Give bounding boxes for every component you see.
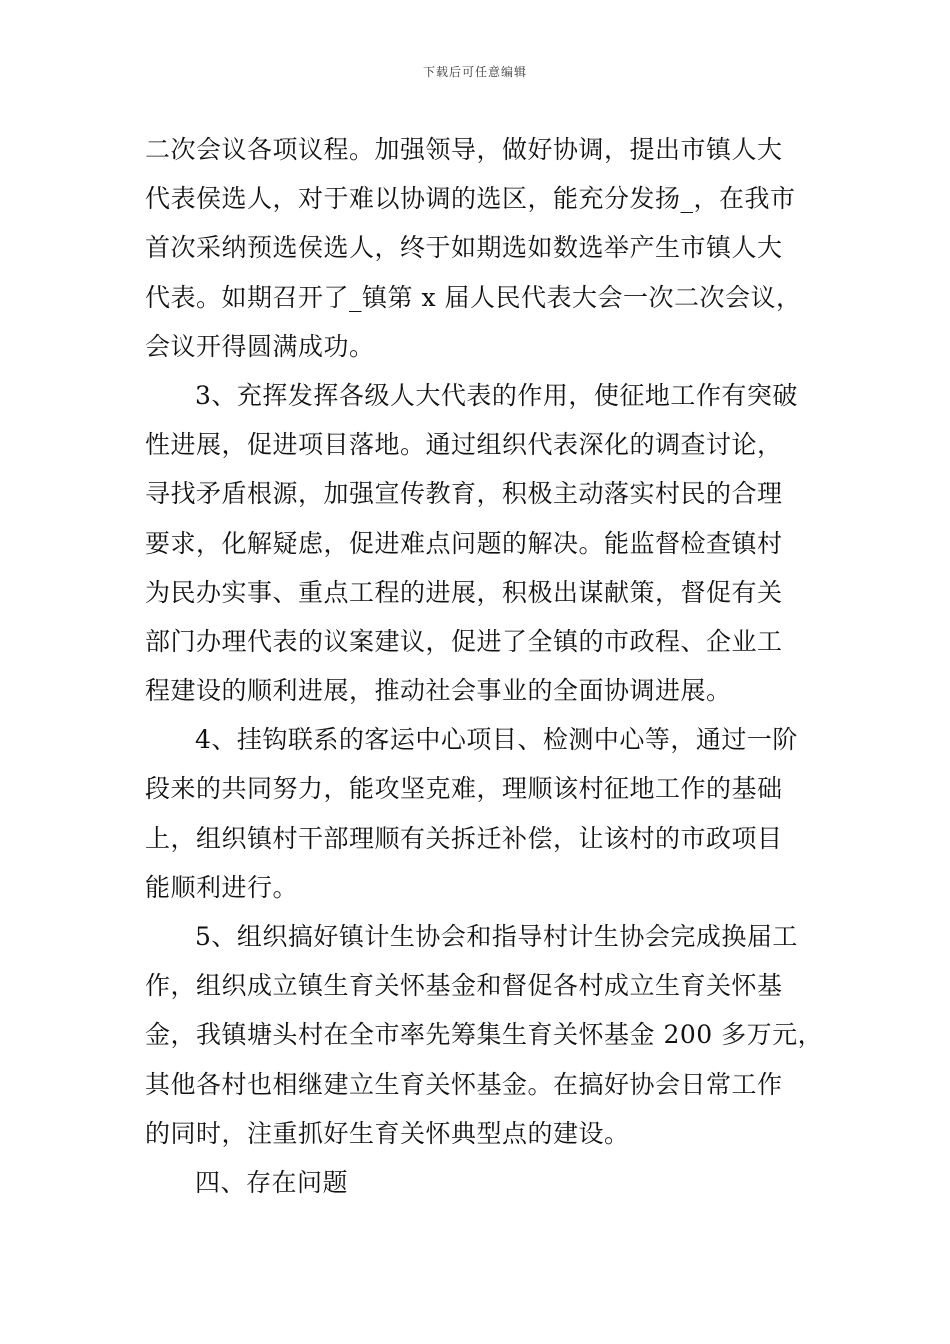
section-heading: 四、存在问题 (195, 1167, 349, 1197)
text-line: 程建设的顺利进展，推动社会事业的全面协调进展。 (145, 676, 732, 706)
paragraph-5-start: 5、组织搞好镇计生协会和指导村计生协会完成换届工 (195, 922, 798, 951)
text-line: 能顺利进行。 (145, 872, 299, 902)
text-line: 代表。如期召开了_镇第 x 届人民代表大会一次二次会议， (145, 282, 802, 312)
page-header: 下载后可任意编辑 (422, 65, 527, 79)
text-line: 金，我镇塘头村在全市率先筹集生育关怀基金 200 多万元， (145, 1020, 824, 1050)
text-line: 部门办理代表的议案建议，促进了全镇的市政程、企业工 (145, 626, 783, 656)
text-line: 代表侯选人，对于难以协调的选区，能充分发扬_，在我市 (145, 184, 796, 214)
paragraph-3-start: 3、充挥发挥各级人大代表的作用，使征地工作有突破 (195, 380, 798, 410)
text-line: 上，组织镇村干部理顺有关拆迁补偿，让该村的市政项目 (145, 823, 783, 853)
text-line: 首次采纳预选侯选人，终于如期选如数选举产生市镇人大 (145, 233, 783, 263)
text-line: 二次会议各项议程。加强领导，做好协调，提出市镇人大 (145, 135, 783, 164)
document-body (145, 125, 824, 1207)
text-line: 为民办实事、重点工程的进展，积极出谋献策，督促有关 (145, 577, 783, 607)
text-line: 段来的共同努力，能攻坚克难，理顺该村征地工作的基础 (145, 774, 783, 804)
text-line: 其他各村也相继建立生育关怀基金。在搞好协会日常工作 (145, 1069, 783, 1099)
text-line: 性进展，促进项目落地。通过组织代表深化的调查讨论， (145, 430, 783, 460)
text-line: 要求，化解疑虑，促进难点问题的解决。能监督检查镇村 (145, 528, 783, 558)
text-line: 作，组织成立镇生育关怀基金和督促各村成立生育关怀基 (145, 971, 783, 1001)
text-line: 寻找矛盾根源，加强宣传教育，积极主动落实村民的合理 (145, 479, 783, 509)
text-line: 的同时，注重抓好生育关怀典型点的建设。 (145, 1118, 630, 1148)
text-line: 会议开得圆满成功。 (145, 331, 375, 361)
paragraph-4-start: 4、挂钩联系的客运中心项目、检测中心等，通过一阶 (195, 725, 798, 755)
